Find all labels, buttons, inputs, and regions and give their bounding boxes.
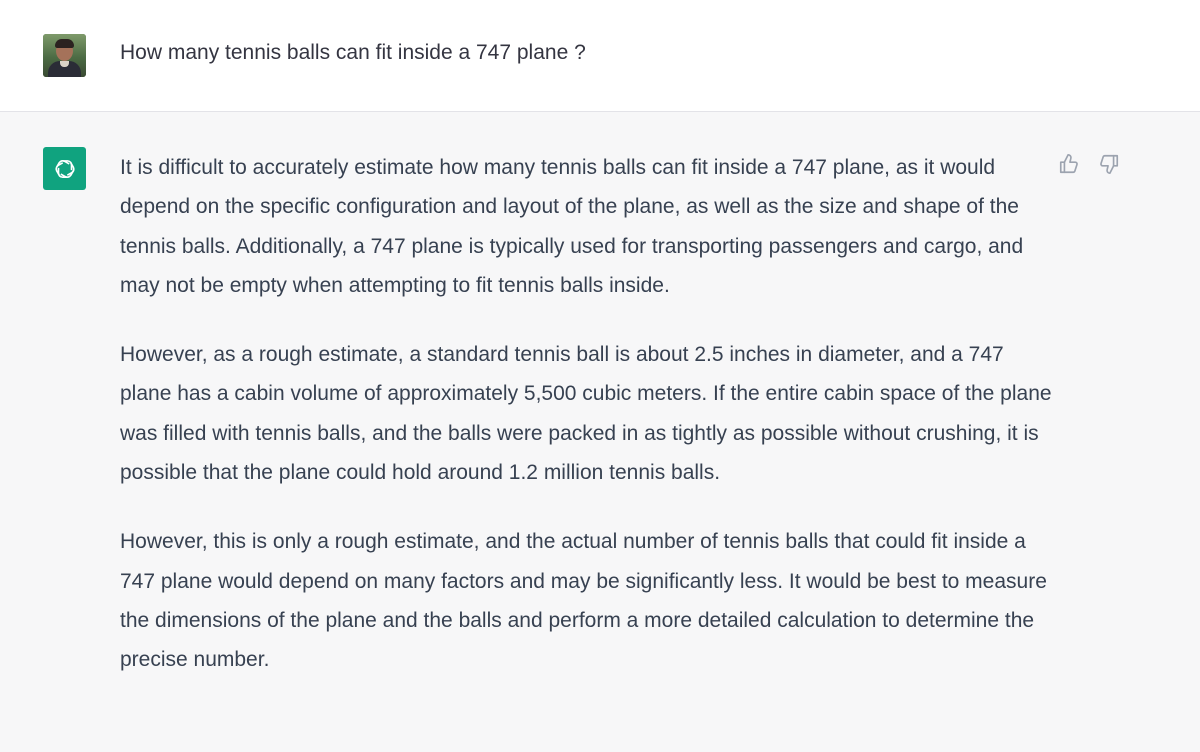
thumbs-down-button[interactable]: [1097, 152, 1121, 176]
user-avatar: [43, 34, 86, 77]
thumbs-up-button[interactable]: [1057, 152, 1081, 176]
answer-paragraph: It is difficult to accurately estimate how many tennis balls can fit inside a 747 plane, as it would depend on the specific configuration and layout of the plane, as well as the size and shape of the tennis balls. Additionally, a 747 plane is typically used for transporting passengers and cargo, and may not be empty when attempting to fit tennis balls inside.: [120, 156, 1024, 297]
openai-logo-icon: [43, 147, 86, 190]
assistant-message-row: [0, 112, 1200, 752]
assistant-answer-text: [120, 148, 1055, 680]
thumbs-down-icon: [1098, 153, 1120, 175]
user-question-text: How many tennis balls can fit inside a 747 plane ?: [120, 41, 586, 64]
user-message-row: [0, 0, 1200, 112]
thumbs-up-icon: [1058, 153, 1080, 175]
answer-paragraph: However, this is only a rough estimate, and the actual number of tennis balls that could fit inside a 747 plane would depend on many factors and may be significantly less. It would be best to measure the dimensions of the plane and the balls and perform a more detailed calculation to determine the precise number.: [120, 530, 1047, 672]
answer-paragraph: However, as a rough estimate, a standard tennis ball is about 2.5 inches in diameter, and a 747 plane has a cabin volume of approximately 5,500 cubic meters. If the entire cabin space of the plane was filled with tennis balls, and the balls were packed in as tightly as possible without crushing, it is possible that the plane could hold around 1.2 million tennis balls.: [120, 343, 1052, 485]
